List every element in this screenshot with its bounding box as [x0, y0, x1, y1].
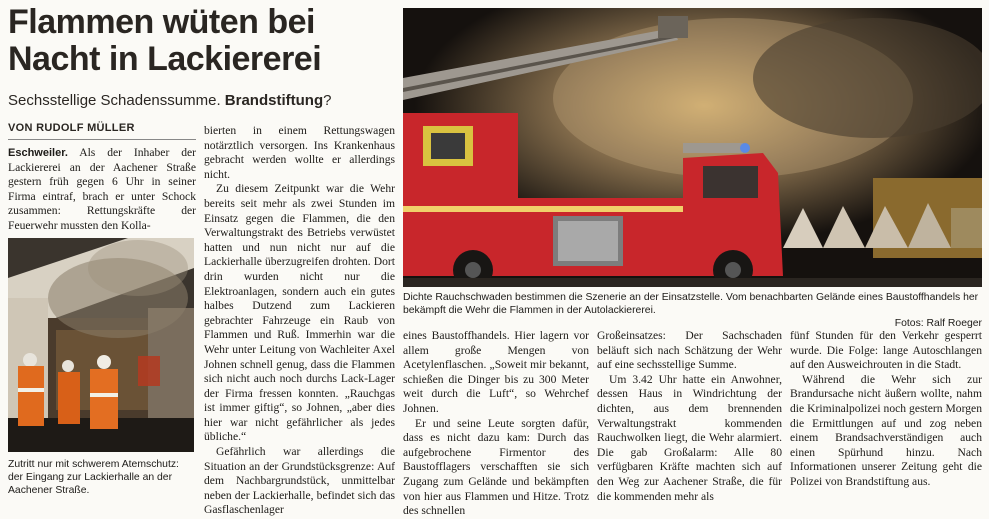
main-photo-caption: [403, 291, 982, 330]
byline: VON RUDOLF MÜLLER: [8, 122, 135, 134]
byline-rule: [8, 139, 196, 140]
column-5-paragraph-1: fünf Stunden für den Verkehr gesperrt wurde. Die Folge: lange Autoschlangen auf den Ausweichrouten in die Stadt.: [790, 329, 982, 372]
column-3-paragraph-1: eines Baustoffhandels. Hier lagern vor allem große Mengen von Acetylenflaschen. „Soweit mir bekannt, schießen die Dinger bis zu 300 Meter weit durch die Luft“, so Wehrchef Johnen.: [403, 329, 589, 415]
column-2-paragraph-1: bierten in einem Rettungswagen notärztlich versorgen. Ins Krankenhaus gebracht werden wollte er allerdings nicht.: [204, 124, 395, 181]
headline: [8, 4, 398, 78]
column-1: [8, 146, 196, 234]
photo-fire-truck: [403, 8, 982, 287]
column-4: [597, 329, 782, 504]
column-2-paragraph-2: Zu diesem Zeitpunkt war die Wehr bereits seit mehr als zwei Stunden im Einsatz gegen die Flammen, die den Verwaltungstrakt des Betriebs verwüstet hatten und nun nicht nur auf die Lackierhalle überzugreifen drohten. Dort drin wurden nicht nur die Elektroanlagen, sondern auch ein gutes halbes Dutzend zum Lackieren gebrachter Fahrzeuge ein Raub von Flammen und Ruß. Immerhin war die Wehr unter Leitung von Wachleiter Axel Johnen schnell genug, dass die Flammen sich nicht auch noch durchs Lack-Lager der Firma fressen konnten. „Rauchgas ist immer giftig“, so Johnen, „aber dies hier war nicht gefährlicher als jedes übliche.“: [204, 182, 395, 444]
small-photo-caption: Zutritt nur mit schwerem Atemschutz: der Eingang zur Lackierhalle an der Aachener Straße.: [8, 459, 179, 496]
column-3: [403, 329, 589, 519]
headline-line-1: Flammen wüten bei: [8, 3, 315, 41]
subheadline: [8, 92, 398, 109]
column-2-paragraph-3: Gefährlich war allerdings die Situation an der Grundstücksgrenze: Auf dem Nachbargrundstück, unmittelbar neben der Lackierhalle, befindet sich das Gasflaschenlager: [204, 445, 395, 517]
column-5-paragraph-2: Während die Wehr sich zur Brandursache nicht äußern wollte, nahm die Kriminalpolizei noch gestern Morgen die Ermittlungen auf und zog neben einem Brandsachverständigen auch einen Spürhund hinzu. Nach Informationen unserer Zeitung geht die Polizei von Brandstiftung aus.: [790, 372, 982, 488]
column-2: [204, 124, 395, 518]
column-1-text: Als der Inhaber der Lackiererei an der Aachener Straße gestern früh gegen 6 Uhr in seiner Firma eintraf, brach er unter Schock zusammen: Rettungskräfte der Feuerwehr mussten den Kolla-: [8, 146, 197, 232]
subhead-question-mark: ?: [323, 92, 332, 109]
column-4-paragraph-1: Großeinsatzes: Der Sachschaden beläuft sich nach Schätzung der Wehr auf eine sechsstellige Summe.: [597, 329, 782, 372]
photo-credit: Fotos: Ralf Roeger: [894, 318, 982, 329]
subhead-text: Sechsstellige Schadenssumme.: [8, 92, 225, 109]
headline-line-2: Nacht in Lackiererei: [8, 40, 322, 78]
column-3-paragraph-2: Er und seine Leute sorgten dafür, dass es nicht dazu kam: Durch das aufgebrochene Firmentor des Baustofflagers verschafften sie sich Zugang zum Gelände und bekämpften von hier aus Flammen und Hitze. Trotz des schnellen: [403, 416, 589, 518]
column-4-paragraph-2: Um 3.42 Uhr hatte ein Anwohner, dessen Haus in Windrichtung der dichten, aus dem brennenden Verwaltungstrakt kommenden Rauchwolken liegt, die Wehr alarmiert. Die gab Großalarm: Alle 80 verfügbaren Kräfte machten sich auf den Weg zur Aachener Straße, die für die kommenden mehr als: [597, 372, 782, 503]
main-photo-caption-text: Dichte Rauchschwaden bestimmen die Szenerie an der Einsatzstelle. Vom benachbarten Gelände eines Baustoffhandels her bekämpft die Wehr die Flammen in der Autolackiererei.: [403, 292, 979, 316]
photo-hall-entrance: [8, 238, 194, 452]
column-5: [790, 329, 982, 490]
dateline: Eschweiler.: [8, 147, 68, 159]
subhead-emphasis: Brandstiftung: [224, 92, 324, 109]
